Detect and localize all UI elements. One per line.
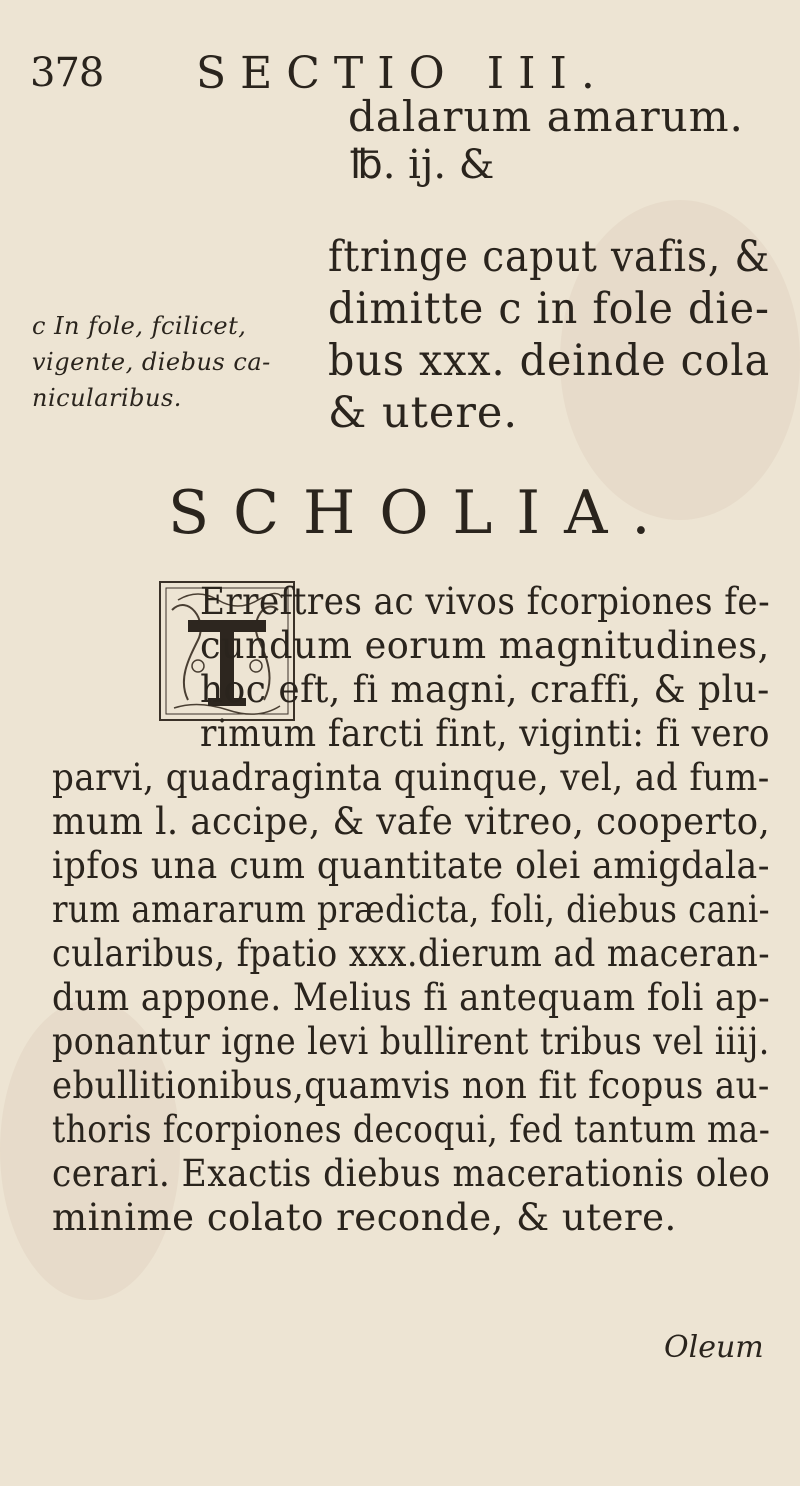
catchword: Oleum: [664, 1330, 764, 1365]
paragraph-line: ipfos una cum quantitate olei amigdala-: [52, 844, 770, 887]
text-line: dalarum amarum.: [348, 92, 744, 141]
section-title: SCHOLIA.: [168, 478, 675, 548]
paragraph-line: hoc eft, fi magni, craffi, & plu-: [200, 668, 770, 711]
paragraph-line: cerari. Exactis diebus macerationis oleo: [52, 1152, 771, 1195]
recipe-line: ℔. ij. &: [350, 142, 495, 188]
paragraph-line: cularibus, fpatio xxx.dierum ad maceran-: [52, 932, 771, 975]
paragraph-line: ponantur igne levi bullirent tribus vel iiij.: [52, 1020, 770, 1063]
paragraph-line: Erreftres ac vivos fcorpiones fe-: [200, 580, 771, 623]
paragraph-line: ebullitionibus,quamvis non fit fcopus au-: [52, 1064, 770, 1107]
paragraph-line: minime colato reconde, & utere.: [52, 1196, 677, 1239]
paragraph-line: rimum farcti fint, viginti: fi vero: [200, 712, 771, 755]
paragraph-line: rum amararum prædicta, foli, diebus cani-: [52, 888, 771, 931]
margin-note-line: c In fole, fcilicet,: [32, 312, 247, 340]
text-line: & utere.: [328, 388, 519, 438]
paragraph-line: cundum eorum magnitudines,: [200, 624, 770, 667]
paragraph-line: parvi, quadraginta quinque, vel, ad fum-: [52, 756, 770, 799]
margin-note-line: vigente, diebus ca-: [32, 348, 271, 376]
running-head: SECTIO III.: [196, 48, 609, 99]
text-line: dimitte c in fole die-: [328, 284, 770, 334]
paragraph-line: dum appone. Melius fi antequam foli ap-: [52, 976, 771, 1019]
page-number: 378: [30, 50, 104, 96]
margin-note-line: nicularibus.: [32, 384, 182, 412]
text-line: ftringe caput vafis, &: [328, 232, 771, 282]
paragraph-line: mum l. accipe, & vafe vitreo, cooperto,: [52, 800, 771, 843]
paragraph-line: thoris fcorpiones decoqui, fed tantum ma-: [52, 1108, 771, 1151]
text-line: bus xxx. deinde cola: [328, 336, 771, 386]
